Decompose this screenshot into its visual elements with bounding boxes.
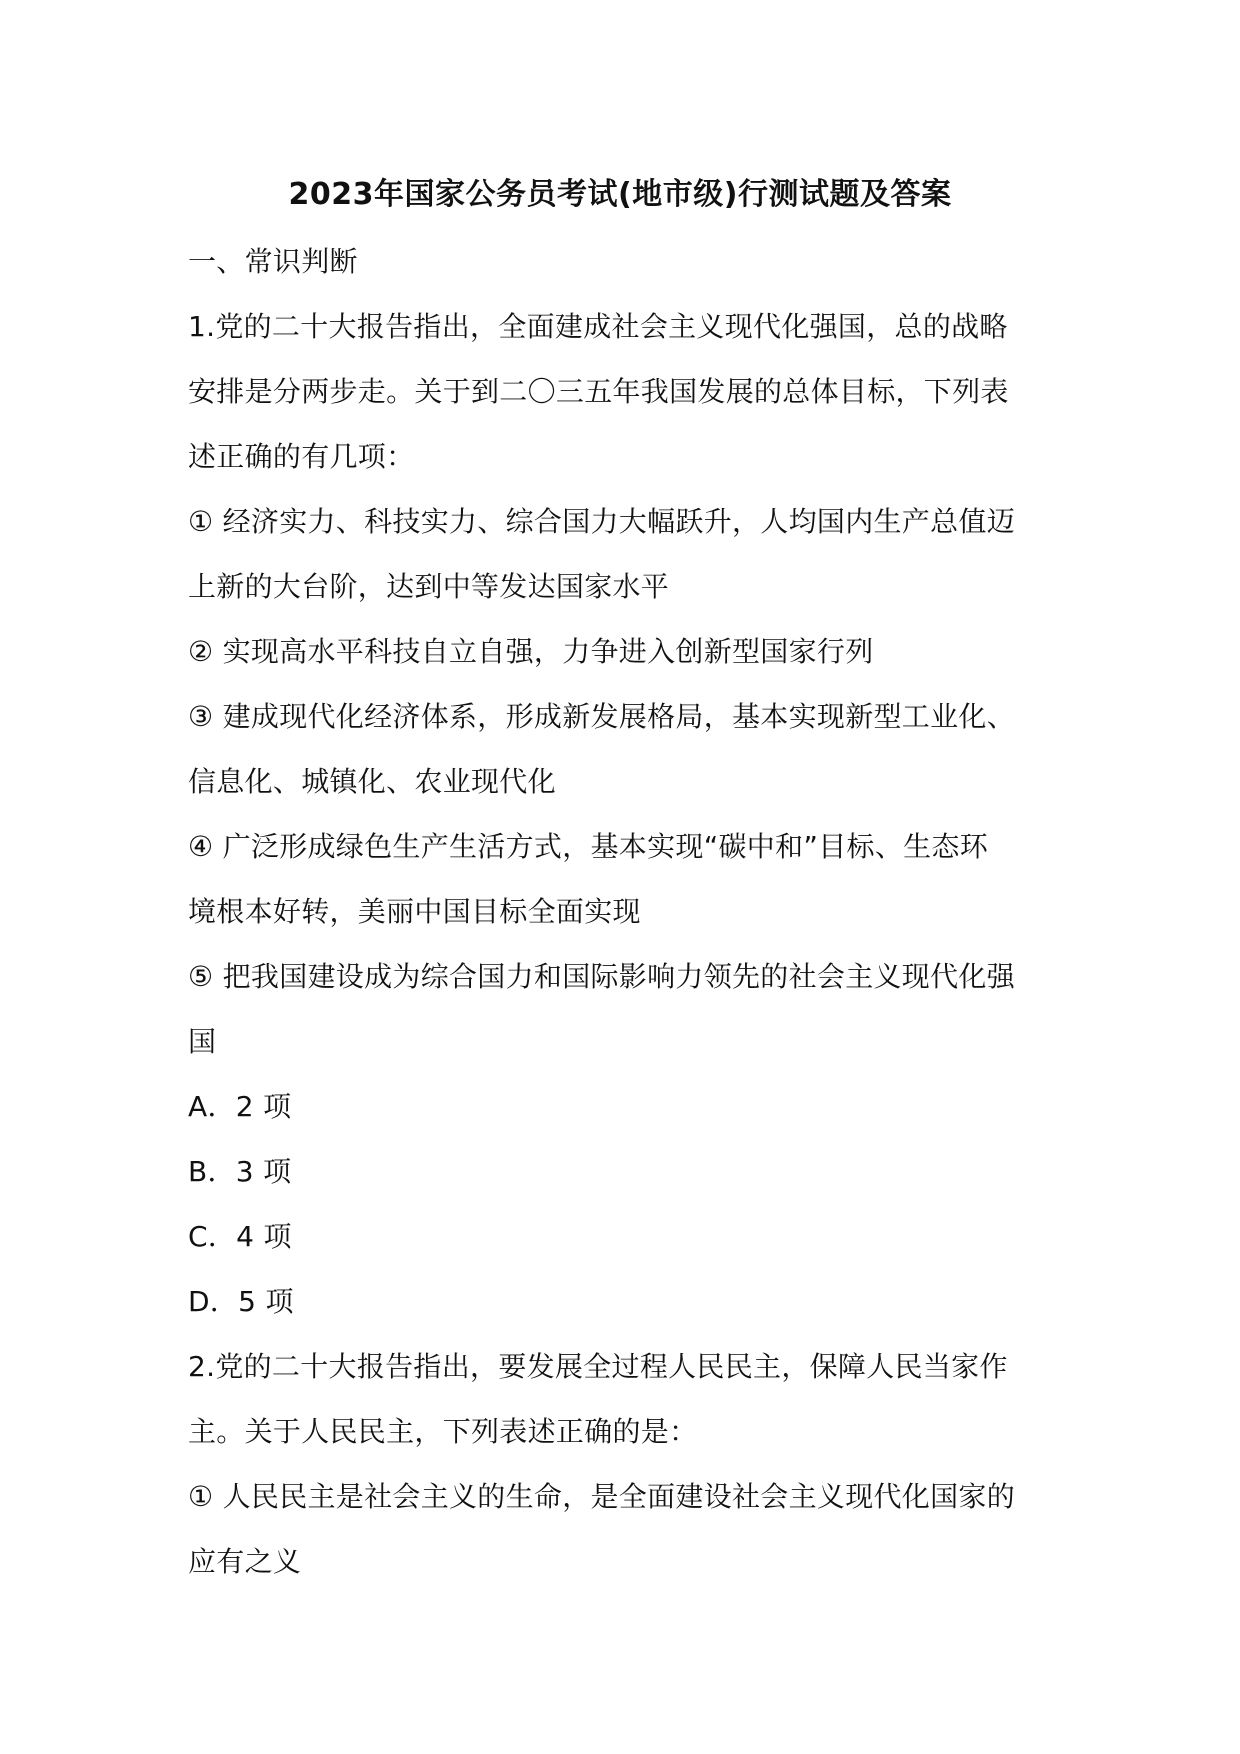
question-1-item-5-line-1: ⑤ 把我国建设成为综合国力和国际影响力领先的社会主义现代化强 [188,960,1016,993]
question-1-option-b: B．3 项 [188,1155,292,1188]
question-1-stem-line-3: 述正确的有几项： [188,440,415,473]
question-1-item-5-line-2: 国 [188,1025,217,1058]
section-heading: 一、常识判断 [188,245,358,278]
question-2-stem-line-2: 主。关于人民民主，下列表述正确的是： [188,1415,698,1448]
question-1-option-c: C．4 项 [188,1220,292,1253]
question-1-item-4-line-1: ④ 广泛形成绿色生产生活方式，基本实现“碳中和”目标、生态环 [188,830,989,863]
question-1-stem-line-1: 1.党的二十大报告指出，全面建成社会主义现代化强国，总的战略 [188,310,1008,343]
question-1-item-2: ② 实现高水平科技自立自强，力争进入创新型国家行列 [188,635,874,668]
question-1-item-3-line-2: 信息化、城镇化、农业现代化 [188,765,556,798]
question-1-option-d: D．5 项 [188,1285,294,1318]
question-1-stem-line-2: 安排是分两步走。关于到二〇三五年我国发展的总体目标，下列表 [188,375,1009,408]
question-1-item-1-line-2: 上新的大台阶，达到中等发达国家水平 [188,570,670,603]
question-1-option-a: A．2 项 [188,1090,292,1123]
question-1-item-3-line-1: ③ 建成现代化经济体系，形成新发展格局，基本实现新型工业化、 [188,700,1016,733]
question-1-item-1-line-1: ① 经济实力、科技实力、综合国力大幅跃升，人均国内生产总值迈 [188,505,1016,538]
document-body [188,240,1068,1605]
question-2-stem-line-1: 2.党的二十大报告指出，要发展全过程人民民主，保障人民当家作 [188,1350,1008,1383]
question-1-item-4-line-2: 境根本好转，美丽中国目标全面实现 [188,895,641,928]
question-2-item-1-line-1: ① 人民民主是社会主义的生命，是全面建设社会主义现代化国家的 [188,1480,1016,1513]
question-2-item-1-line-2: 应有之义 [188,1545,302,1578]
document-title: 2023年国家公务员考试(地市级)行测试题及答案 [288,177,952,212]
